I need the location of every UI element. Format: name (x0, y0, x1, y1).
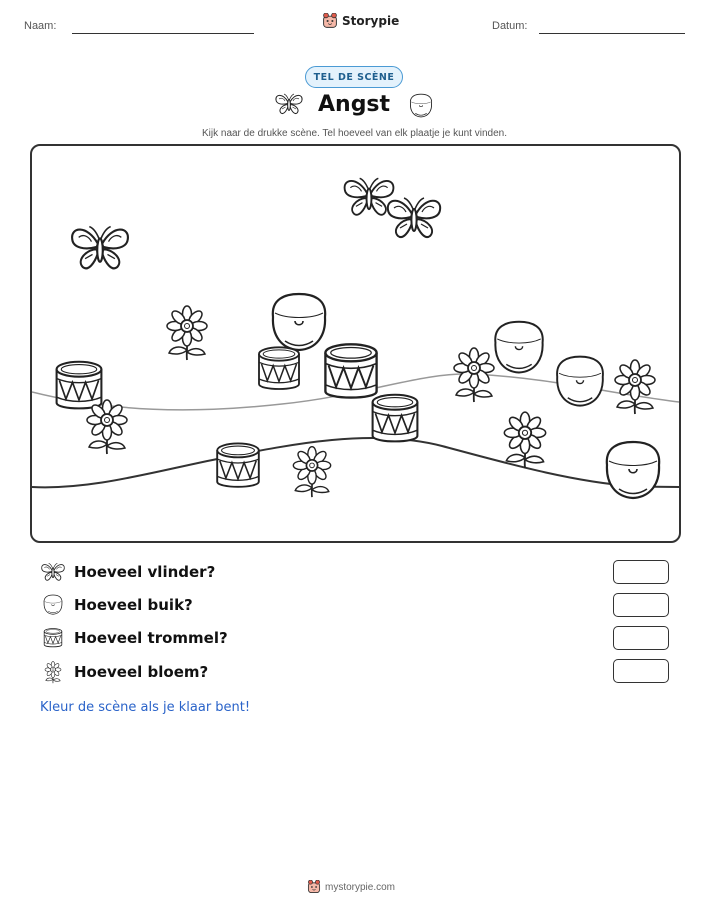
instructions: Kijk naar de drukke scène. Tel hoeveel van elk plaatje je kunt vinden. (201, 128, 507, 139)
butterfly-icon (274, 91, 304, 117)
butterfly-1 (72, 227, 128, 269)
brand-logo (322, 13, 399, 29)
drum-icon (40, 627, 66, 649)
scene-frame (30, 144, 681, 543)
question-text: Hoeveel buik? (74, 596, 193, 614)
page-title: Angst (318, 92, 391, 117)
date-label: Datum: (492, 20, 528, 32)
drum-3 (325, 344, 376, 397)
name-line[interactable] (72, 33, 254, 34)
question-drum (40, 627, 228, 649)
drum-2 (259, 347, 299, 389)
question-text: Hoeveel vlinder? (74, 563, 216, 581)
answer-box-belly[interactable] (613, 593, 669, 617)
drum-5 (217, 443, 259, 486)
storypie-mascot-icon (322, 13, 338, 29)
belly-3 (557, 357, 603, 406)
drum-1 (57, 362, 102, 409)
name-label: Naam: (24, 20, 57, 32)
footer-url[interactable]: mystorypie.com (325, 881, 396, 893)
color-instruction: Kleur de scène als je klaar bent! (40, 700, 251, 715)
butterfly-2 (345, 178, 394, 214)
flower-4 (87, 400, 127, 454)
flower-1 (167, 306, 207, 360)
belly-2 (495, 322, 542, 373)
flower-3 (615, 360, 655, 414)
drum-4 (373, 395, 418, 442)
butterfly-icon (40, 561, 66, 583)
flower-2 (454, 348, 494, 402)
belly-icon (40, 594, 66, 616)
question-flower (40, 660, 208, 684)
flower-5 (504, 412, 545, 468)
answer-box-butterfly[interactable] (613, 560, 669, 584)
activity-badge: TEL DE SCÈNE (305, 66, 403, 88)
belly-4 (607, 442, 659, 498)
answer-box-drum[interactable] (613, 626, 669, 650)
question-butterfly (40, 561, 215, 583)
storypie-mascot-icon (307, 880, 321, 894)
butterfly-3 (388, 198, 440, 237)
flower-icon (40, 660, 66, 684)
question-text: Hoeveel bloem? (74, 663, 209, 681)
answer-box-flower[interactable] (613, 659, 669, 683)
flower-6 (293, 447, 330, 497)
belly-icon (408, 93, 434, 119)
date-line[interactable] (539, 33, 685, 34)
question-belly (40, 594, 193, 616)
belly-1 (273, 294, 325, 350)
question-text: Hoeveel trommel? (74, 629, 228, 647)
scene-illustration[interactable] (32, 146, 679, 541)
footer-brand (307, 880, 395, 894)
brand-name: Storypie (342, 14, 400, 28)
front-hill-line (32, 438, 679, 487)
